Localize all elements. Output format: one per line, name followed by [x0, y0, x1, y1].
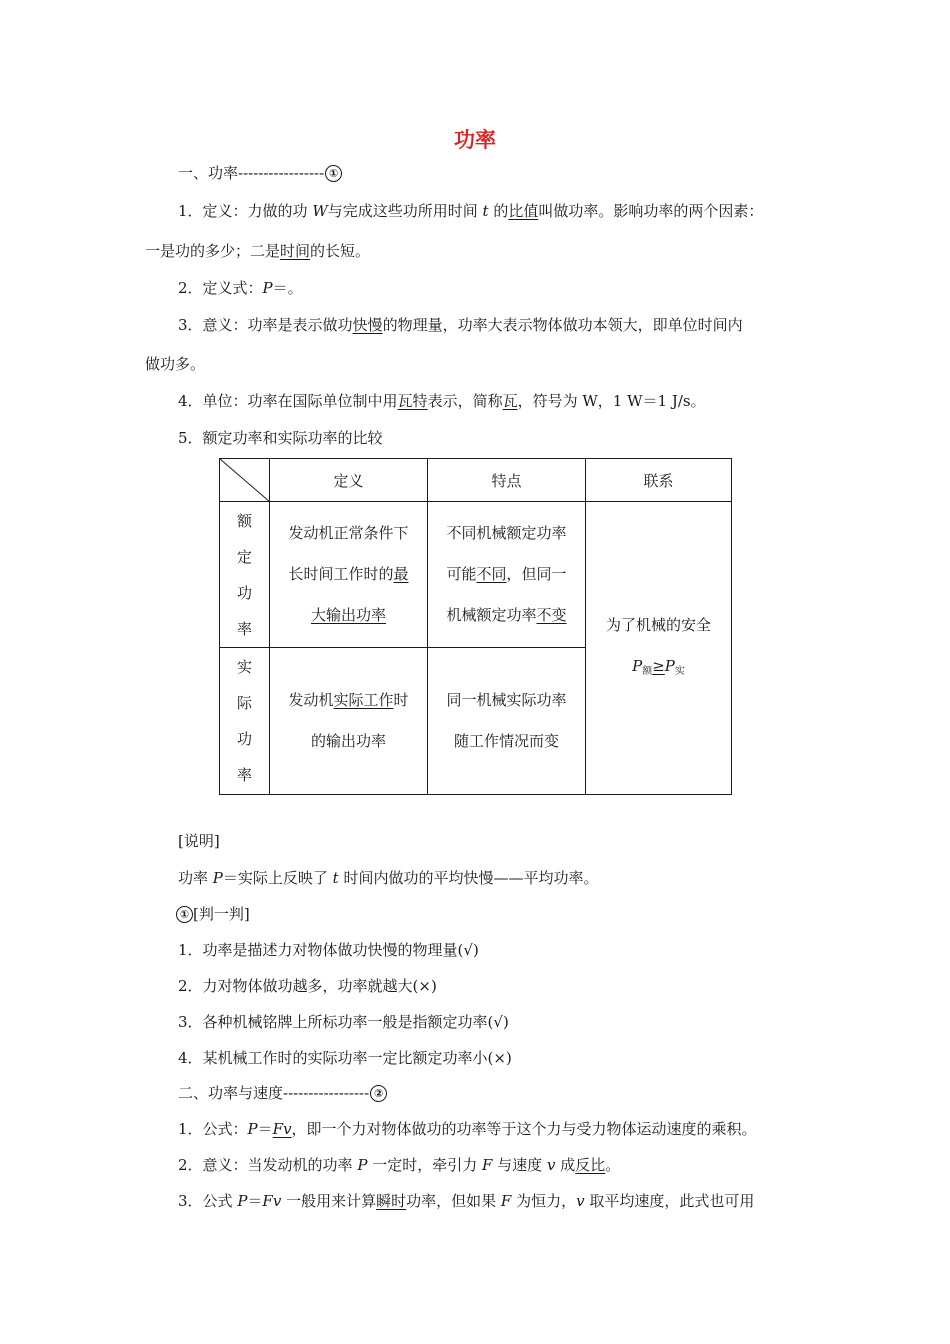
- dashed-leader: -----------------: [238, 164, 325, 182]
- circled-number-1: ①: [325, 165, 342, 182]
- table-header-definition: 定义: [270, 459, 428, 502]
- table-header-feature: 特点: [428, 459, 586, 502]
- page-title: 功率: [454, 128, 496, 152]
- definition-line-2: 一是功的多少；二是时间的长短。: [145, 242, 371, 260]
- judge-item: 1．功率是描述力对物体做功快慢的物理量(√): [178, 941, 479, 959]
- note-text: 功率 P＝实际上反映了 t 时间内做功的平均快慢——平均功率。: [178, 869, 599, 887]
- rated-definition-cell: 发动机正常条件下 长时间工作时的最 大输出功率: [270, 502, 428, 648]
- comparison-heading: 5．额定功率和实际功率的比较: [178, 429, 383, 447]
- section-heading-power-velocity: 二、功率与速度----------------- ②: [178, 1082, 387, 1103]
- meaning-line: 3．意义：功率是表示做功快慢的物理量，功率大表示物体做功本领大，即单位时间内: [178, 316, 743, 334]
- section-heading-power: [178, 162, 342, 183]
- formula-pfv-line: 1．公式：P＝Fv，即一个力对物体做功的功率等于这个力与受力物体运动速度的乘积。: [178, 1120, 757, 1138]
- actual-definition-cell: 发动机实际工作时 的输出功率: [270, 648, 428, 795]
- section-heading-text: 一、功率: [178, 164, 239, 182]
- judge-heading: ① [判一判]: [176, 903, 250, 924]
- table-corner-cell: [220, 459, 270, 502]
- dashed-leader: -----------------: [283, 1084, 370, 1102]
- formula-line: 2．定义式：P＝。: [178, 279, 303, 297]
- diagonal-line-icon: [220, 459, 270, 502]
- actual-feature-cell: 同一机械实际功率 随工作情况而变: [428, 648, 586, 795]
- unit-line: 4．单位：功率在国际单位制中用瓦特表示，简称瓦，符号为 W，1 W＝1 J/s。: [178, 392, 706, 410]
- relation-cell: 为了机械的安全 $P_额\ge P_实$: [586, 502, 732, 795]
- judge-item: 3．各种机械铭牌上所标功率一般是指额定功率(√): [178, 1013, 509, 1031]
- circled-number-1: ①: [176, 906, 193, 923]
- row-label-rated-power: 额 定 功 率: [220, 502, 270, 648]
- table-header-relation: 联系: [586, 459, 732, 502]
- circled-number-2: ②: [370, 1085, 387, 1102]
- meaning-pfv-line: 2．意义：当发动机的功率 P 一定时，牵引力 F 与速度 v 成反比。: [178, 1156, 621, 1174]
- row-label-actual-power: 实 际 功 率: [220, 648, 270, 795]
- definition-line: 1．定义：力做的功 W与完成这些功所用时间 t 的比值叫做功率。影响功率的两个因素：: [178, 202, 764, 220]
- judge-item: 2．力对物体做功越多，功率就越大(×): [178, 977, 437, 995]
- judge-item: 4．某机械工作时的实际功率一定比额定功率小(×): [178, 1049, 512, 1067]
- meaning-line-2: 做功多。: [145, 355, 206, 373]
- note-heading: [说明]: [178, 832, 220, 850]
- rated-feature-cell: 不同机械额定功率 可能不同，但同一 机械额定功率不变: [428, 502, 586, 648]
- comparison-table: [219, 458, 732, 795]
- usage-pfv-line: 3．公式 P＝Fv 一般用来计算瞬时功率，但如果 F 为恒力，v 取平均速度，此式也可用: [178, 1192, 755, 1210]
